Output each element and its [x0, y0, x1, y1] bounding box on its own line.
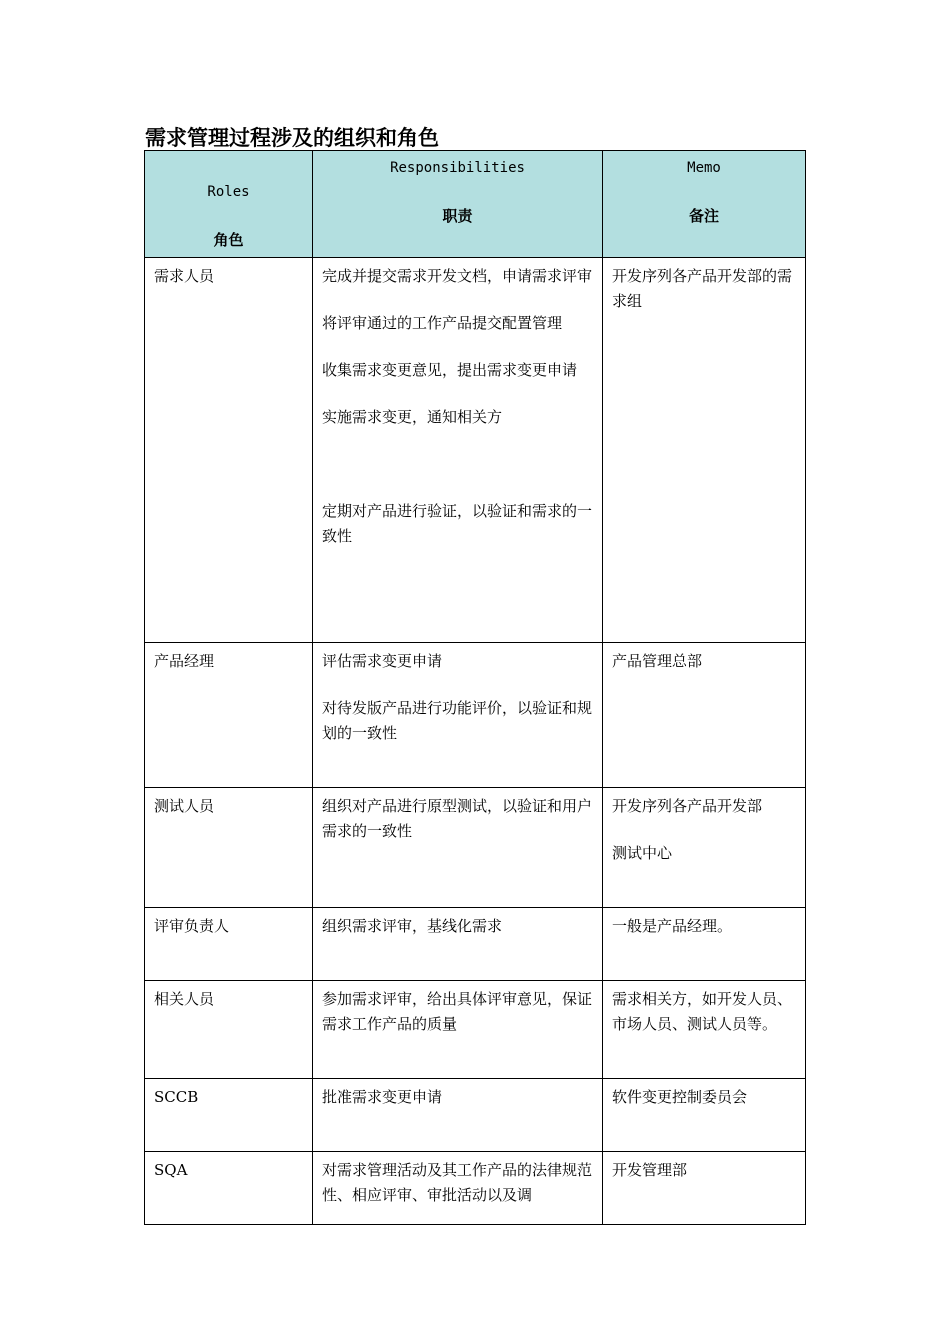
memo-cell: [603, 258, 806, 643]
header-resp-en: Responsibilities: [390, 160, 525, 176]
roles-table: [144, 150, 806, 1225]
table-row: [145, 258, 806, 643]
responsibility-item: 组织对产品进行原型测试，以验证和用户需求的一致性: [322, 797, 593, 840]
page-title: 需求管理过程涉及的组织和角色: [145, 126, 439, 150]
memo-cell: [603, 788, 806, 908]
header-responsibilities: [313, 151, 603, 258]
responsibility-item: 完成并提交需求开发文档，申请需求评审: [322, 267, 593, 285]
responsibilities-cell: [313, 258, 603, 643]
responsibilities-cell: [313, 1079, 603, 1152]
table-row: [145, 788, 806, 908]
header-roles-en: Roles: [207, 184, 250, 200]
header-roles: [145, 151, 313, 258]
role-cell: SQA: [145, 1152, 313, 1225]
responsibilities-cell: [313, 1152, 603, 1225]
responsibility-item: 将评审通过的工作产品提交配置管理: [322, 314, 563, 332]
table-row: [145, 908, 806, 981]
header-memo-en: Memo: [687, 160, 721, 176]
responsibilities-cell: [313, 908, 603, 981]
responsibility-item: 实施需求变更，通知相关方: [322, 408, 503, 426]
header-roles-zh: 角色: [213, 231, 244, 249]
role-cell: 测试人员: [145, 788, 313, 908]
role-cell: 评审负责人: [145, 908, 313, 981]
responsibility-item: 批准需求变更申请: [322, 1088, 443, 1106]
memo-cell: [603, 1079, 806, 1152]
role-cell: 相关人员: [145, 981, 313, 1079]
header-resp-zh: 职责: [442, 207, 473, 225]
memo-item: 测试中心: [612, 844, 673, 862]
responsibilities-cell: [313, 643, 603, 788]
role-cell: 产品经理: [145, 643, 313, 788]
responsibilities-cell: [313, 788, 603, 908]
memo-item: 开发序列各产品开发部的需求组: [612, 267, 793, 310]
memo-item: 产品管理总部: [612, 652, 703, 670]
responsibility-item: 对待发版产品进行功能评价，以验证和规划的一致性: [322, 699, 593, 742]
table-header-row: [145, 151, 806, 258]
memo-item: 软件变更控制委员会: [612, 1088, 748, 1106]
memo-cell: [603, 643, 806, 788]
header-memo-zh: 备注: [688, 207, 719, 225]
memo-item: 开发序列各产品开发部: [612, 797, 763, 815]
memo-cell: [603, 1152, 806, 1225]
responsibility-item: 对需求管理活动及其工作产品的法律规范性、相应评审、审批活动以及调: [322, 1161, 593, 1204]
table-row: [145, 1079, 806, 1152]
responsibility-item: 评估需求变更申请: [322, 652, 443, 670]
table-row: [145, 981, 806, 1079]
table-row: [145, 643, 806, 788]
role-cell: 需求人员: [145, 258, 313, 643]
memo-item: 开发管理部: [612, 1161, 688, 1179]
responsibility-item: 组织需求评审，基线化需求: [322, 917, 503, 935]
memo-item: 一般是产品经理。: [612, 917, 733, 935]
memo-item: 需求相关方，如开发人员、市场人员、测试人员等。: [612, 990, 793, 1033]
responsibility-item: 收集需求变更意见，提出需求变更申请: [322, 361, 578, 379]
responsibility-item: 定期对产品进行验证，以验证和需求的一致性: [322, 502, 593, 545]
memo-cell: [603, 981, 806, 1079]
header-memo: [603, 151, 806, 258]
responsibility-item: 参加需求评审，给出具体评审意见，保证需求工作产品的质量: [322, 990, 593, 1033]
memo-cell: [603, 908, 806, 981]
responsibilities-cell: [313, 981, 603, 1079]
role-cell: SCCB: [145, 1079, 313, 1152]
table-row: [145, 1152, 806, 1225]
